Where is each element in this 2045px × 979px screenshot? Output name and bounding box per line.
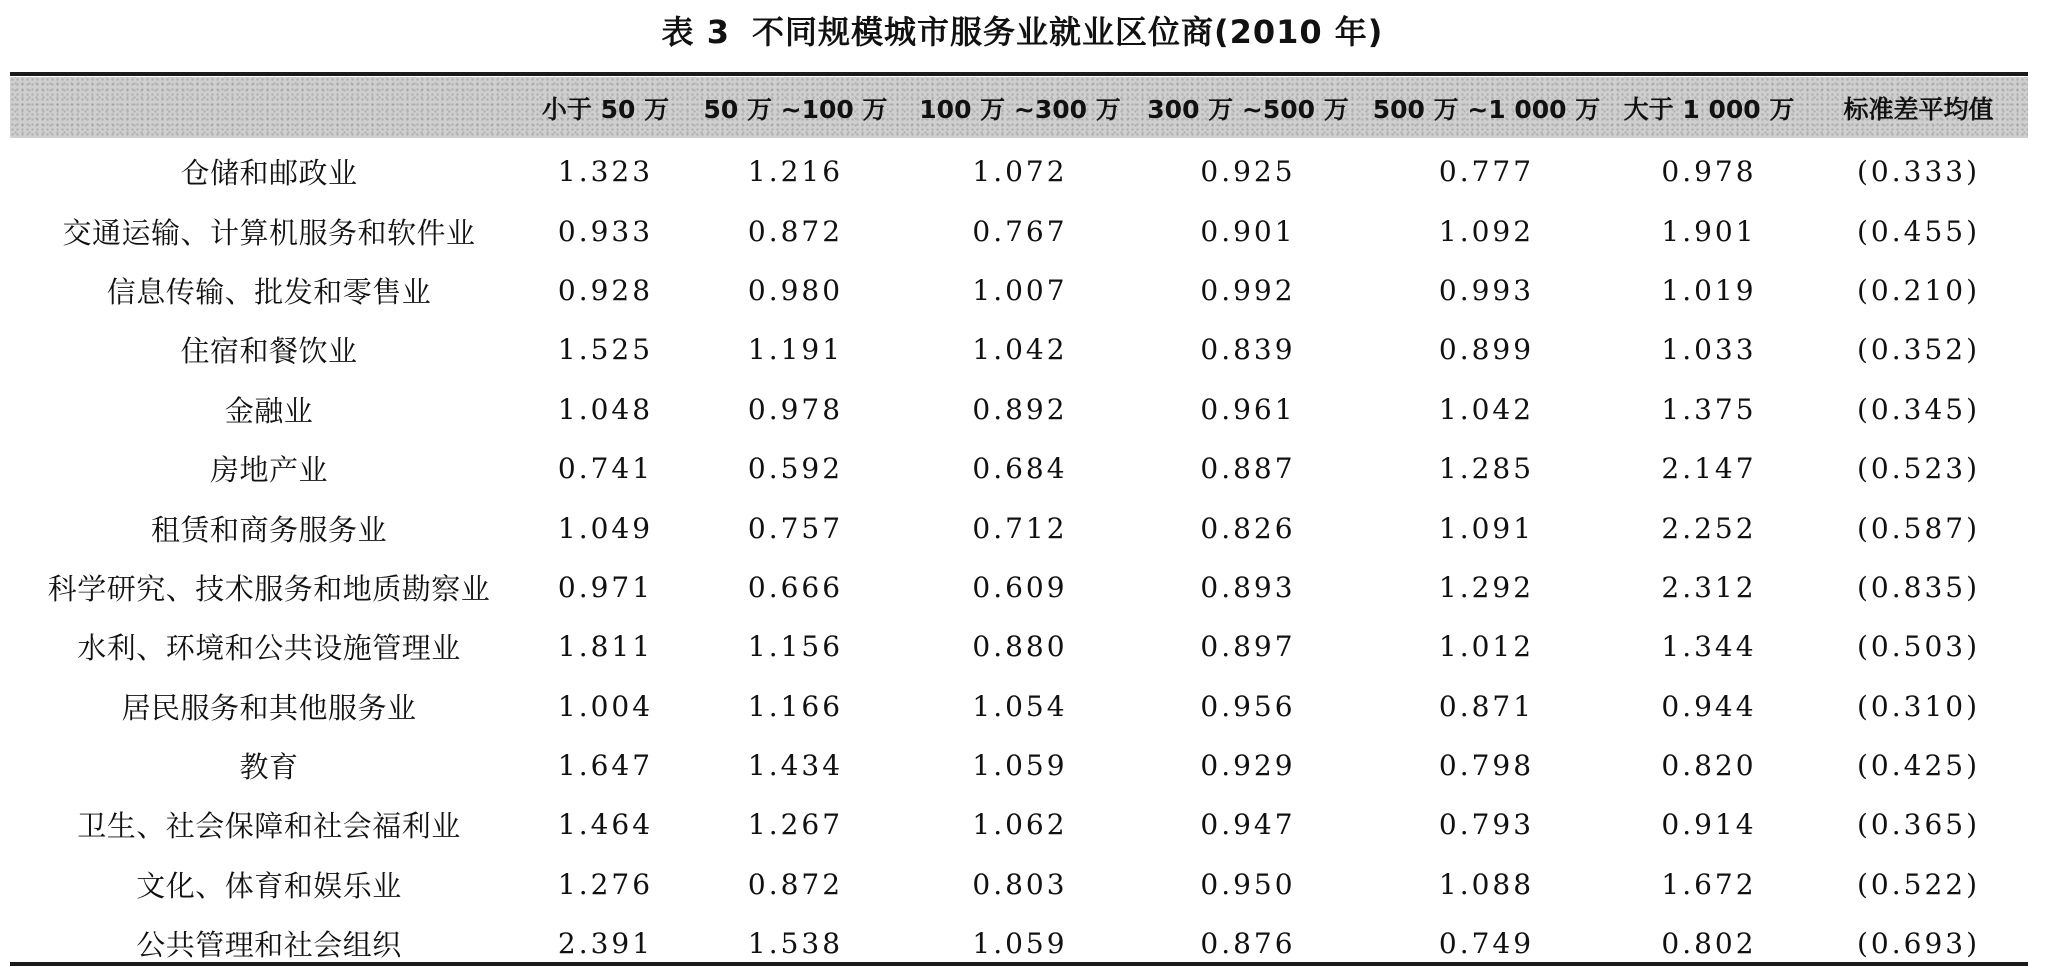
cell-std-dev: (0.333) [1856,155,1980,189]
cell-value: 0.933 [557,214,654,248]
cell-value: 0.980 [747,273,844,307]
cell-value: 1.088 [1438,867,1535,901]
row-label: 住宿和餐饮业 [180,334,358,369]
cell-value: 0.914 [1661,808,1757,842]
cell-value: 2.252 [1661,511,1757,545]
table-row [10,677,2028,736]
cell-value: 0.767 [972,214,1068,248]
cell-value: 1.042 [972,333,1068,367]
cell-value: 0.947 [1200,808,1296,842]
cell-value: 0.892 [972,392,1068,426]
cell-value: 0.666 [747,570,844,604]
row-label: 房地产业 [209,453,328,488]
table-row [10,201,2028,260]
table-row [10,795,2028,854]
table-row [10,380,2028,439]
table-row [10,320,2028,379]
cell-value: 0.803 [972,867,1068,901]
row-label: 卫生、社会保障和社会福利业 [77,809,461,844]
cell-value: 1.285 [1438,452,1535,486]
cell-value: 1.004 [557,689,654,723]
table-row [10,498,2028,557]
cell-value: 1.156 [747,630,844,664]
cell-value: 1.012 [1438,630,1535,664]
table-row [10,617,2028,676]
table-row [10,261,2028,320]
table-row [10,736,2028,795]
cell-value: 0.793 [1438,808,1535,842]
row-label: 交通运输、计算机服务和软件业 [62,215,476,250]
header-100w-300w: 100 万 ~300 万 [919,94,1121,124]
cell-value: 1.323 [557,155,654,189]
cell-std-dev: (0.455) [1856,214,1980,248]
cell-std-dev: (0.210) [1856,273,1980,307]
cell-value: 0.893 [1200,570,1296,604]
cell-std-dev: (0.523) [1856,452,1980,486]
table-row [10,855,2028,914]
cell-value: 1.292 [1438,570,1535,604]
cell-std-dev: (0.693) [1856,927,1980,961]
cell-value: 0.684 [972,452,1068,486]
cell-std-dev: (0.425) [1856,749,1980,783]
cell-value: 1.048 [557,392,654,426]
row-label: 水利、环境和公共设施管理业 [77,631,461,666]
cell-value: 0.820 [1661,749,1757,783]
cell-value: 1.092 [1438,214,1535,248]
cell-value: 1.091 [1438,511,1535,545]
cell-value: 0.971 [557,570,654,604]
cell-value: 0.712 [972,511,1068,545]
row-label: 公共管理和社会组织 [136,928,402,963]
cell-value: 0.978 [747,392,844,426]
cell-value: 0.928 [557,273,654,307]
row-label: 文化、体育和娱乐业 [136,868,402,903]
header-row [10,77,2028,138]
bottom-rule [10,962,2028,966]
cell-value: 0.925 [1200,155,1296,189]
cell-value: 1.647 [557,749,654,783]
cell-value: 0.757 [747,511,844,545]
table-row [10,138,2028,201]
table-caption: 不同规模城市服务业就业区位商(2010 年) [751,13,1384,51]
cell-value: 0.871 [1438,689,1535,723]
cell-value: 0.609 [972,570,1068,604]
cell-value: 1.538 [747,927,844,961]
table-title [0,8,2045,56]
cell-std-dev: (0.835) [1856,570,1980,604]
cell-value: 0.956 [1200,689,1296,723]
cell-value: 0.826 [1200,511,1296,545]
top-rule [10,72,2028,76]
header-under-50w: 小于 50 万 [541,94,670,124]
cell-value: 0.592 [747,452,844,486]
cell-value: 0.802 [1661,927,1757,961]
cell-value: 1.033 [1661,333,1757,367]
cell-std-dev: (0.365) [1856,808,1980,842]
cell-value: 1.007 [972,273,1068,307]
cell-value: 1.054 [972,689,1068,723]
cell-value: 0.777 [1438,155,1535,189]
cell-value: 0.992 [1200,273,1296,307]
cell-value: 0.961 [1200,392,1296,426]
cell-value: 1.019 [1661,273,1757,307]
cell-std-dev: (0.352) [1856,333,1980,367]
cell-value: 0.880 [972,630,1068,664]
cell-value: 1.464 [557,808,654,842]
cell-std-dev: (0.310) [1856,689,1980,723]
cell-value: 1.072 [972,155,1068,189]
cell-value: 1.216 [747,155,844,189]
cell-value: 0.950 [1200,867,1296,901]
cell-value: 1.059 [972,749,1068,783]
cell-value: 0.872 [747,214,844,248]
cell-value: 0.899 [1438,333,1535,367]
row-label: 居民服务和其他服务业 [121,690,417,725]
cell-value: 0.993 [1438,273,1535,307]
cell-std-dev: (0.503) [1856,630,1980,664]
cell-value: 2.391 [557,927,654,961]
header-industry [10,77,528,138]
cell-value: 2.312 [1661,570,1757,604]
table-row [10,439,2028,498]
cell-value: 1.059 [972,927,1068,961]
row-label: 金融业 [224,393,314,428]
table-number: 表 3 [661,13,730,51]
cell-value: 1.042 [1438,392,1535,426]
header-50w-100w: 50 万 ~100 万 [703,94,888,124]
cell-value: 0.887 [1200,452,1296,486]
cell-value: 1.672 [1661,867,1757,901]
cell-value: 1.525 [557,333,654,367]
cell-value: 0.741 [557,452,654,486]
row-label: 教育 [239,750,299,785]
cell-value: 1.344 [1661,630,1757,664]
cell-value: 0.897 [1200,630,1296,664]
header-500w-1000w: 500 万 ~1 000 万 [1372,94,1601,124]
cell-value: 0.944 [1661,689,1757,723]
row-label: 租赁和商务服务业 [150,512,387,547]
cell-std-dev: (0.522) [1856,867,1980,901]
row-label: 信息传输、批发和零售业 [106,274,432,309]
cell-value: 1.267 [747,808,844,842]
header-std-dev: 标准差平均值 [1843,94,1994,124]
cell-value: 1.276 [557,867,654,901]
cell-value: 0.749 [1438,927,1535,961]
cell-value: 0.876 [1200,927,1296,961]
cell-value: 1.811 [557,630,654,664]
header-300w-500w: 300 万 ~500 万 [1147,94,1349,124]
row-label: 科学研究、技术服务和地质勘察业 [47,571,491,606]
row-label: 仓储和邮政业 [180,156,358,191]
cell-value: 1.166 [747,689,844,723]
cell-value: 0.872 [747,867,844,901]
table-row [10,558,2028,617]
cell-value: 1.191 [747,333,844,367]
cell-value: 0.798 [1438,749,1535,783]
cell-value: 0.839 [1200,333,1296,367]
cell-value: 1.049 [557,511,654,545]
cell-std-dev: (0.587) [1856,511,1980,545]
cell-std-dev: (0.345) [1856,392,1980,426]
location-quotient-table [10,77,2028,973]
cell-value: 1.434 [747,749,844,783]
cell-value: 1.375 [1661,392,1757,426]
cell-value: 0.978 [1661,155,1757,189]
cell-value: 0.929 [1200,749,1296,783]
cell-value: 1.901 [1661,214,1757,248]
cell-value: 0.901 [1200,214,1296,248]
header-over-1000w: 大于 1 000 万 [1623,94,1795,124]
cell-value: 1.062 [972,808,1068,842]
cell-value: 2.147 [1661,452,1757,486]
